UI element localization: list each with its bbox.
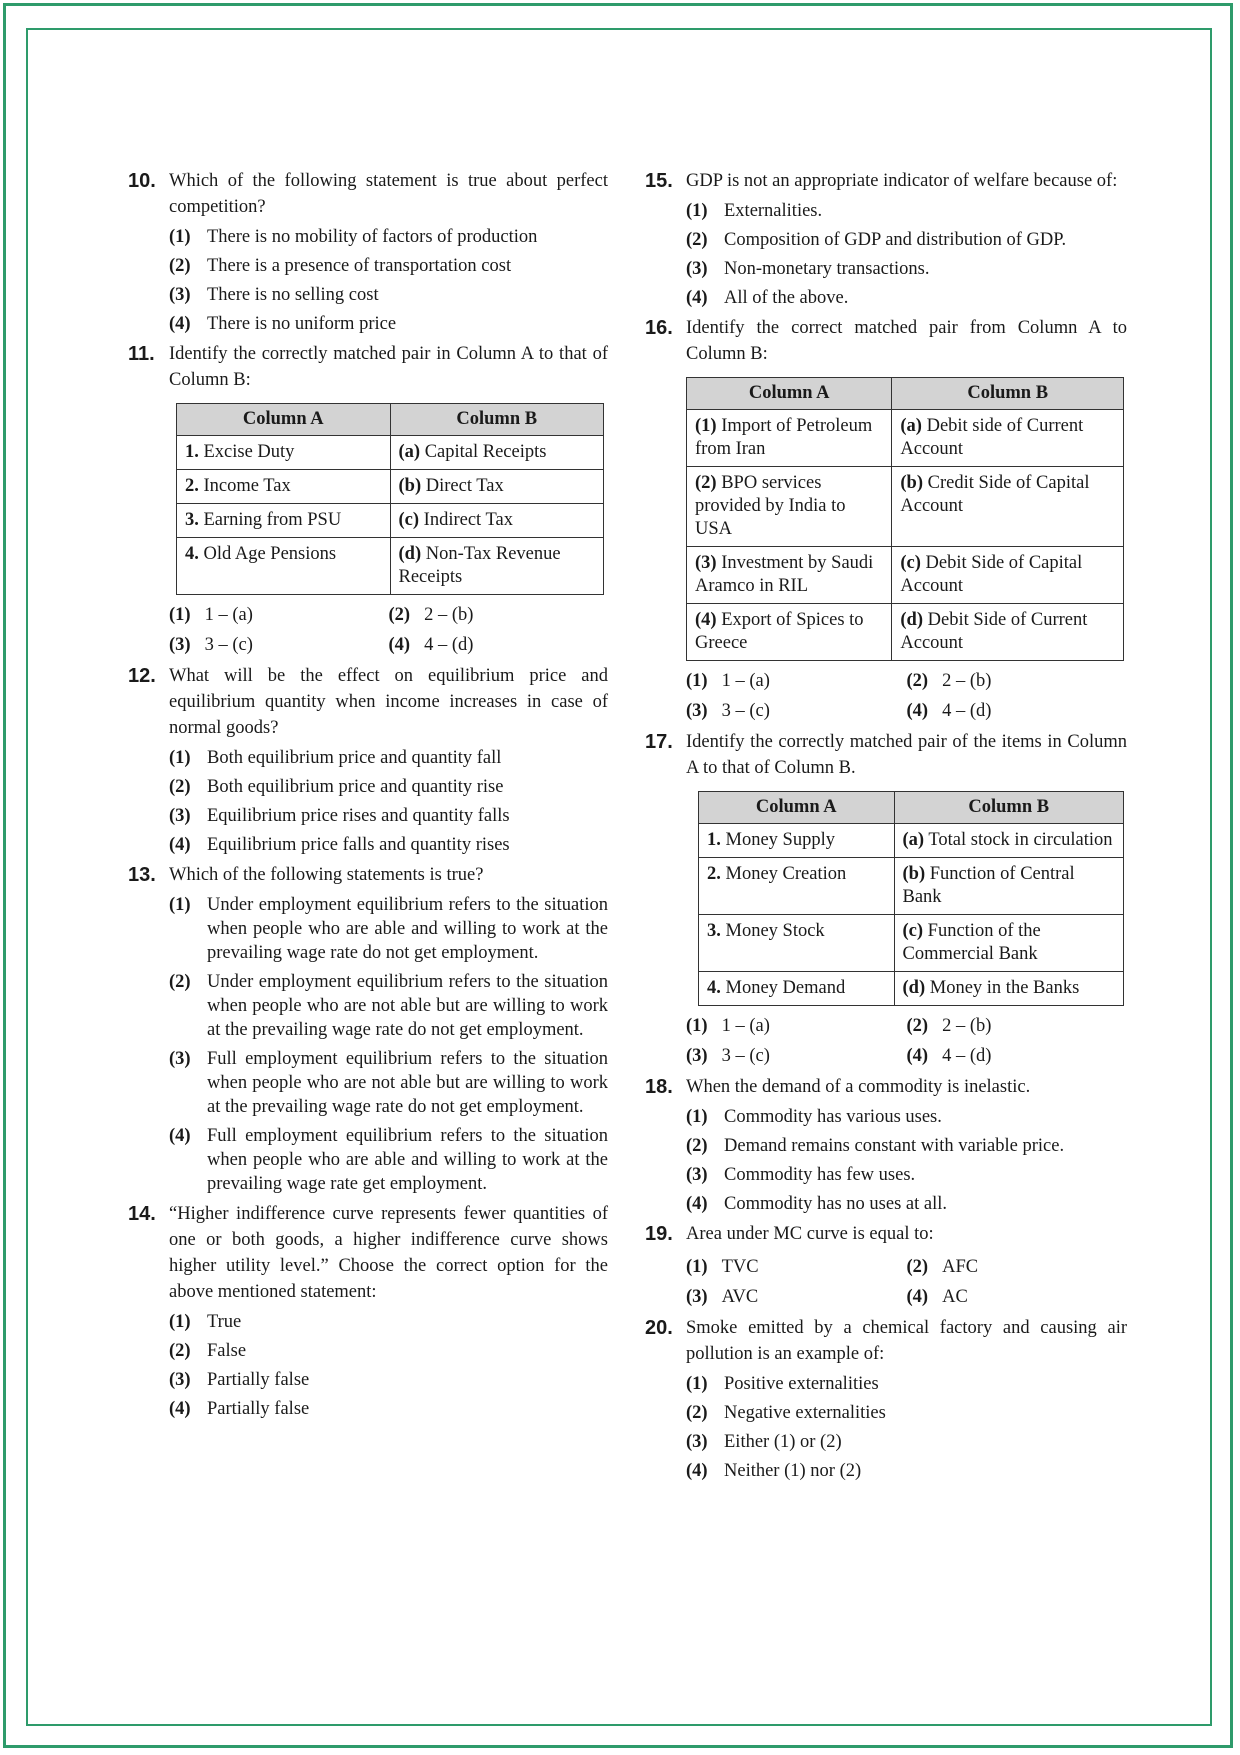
column-a-header: Column A xyxy=(177,404,391,436)
table-row: 4. Old Age Pensions (d) Non-Tax Revenue Receipts xyxy=(177,538,604,595)
question-text: When the demand of a commodity is inelastic. xyxy=(686,1077,1031,1097)
answer-option: (4) 4 – (d) xyxy=(906,701,992,721)
option xyxy=(169,283,608,307)
question-text: Identify the correctly matched pair of the items in Column A to that of Column B. xyxy=(686,732,1127,778)
answer-option: (1) 1 – (a) xyxy=(686,1016,770,1036)
question-19 xyxy=(645,1221,1127,1247)
option: (3) Commodity has few uses. xyxy=(686,1165,916,1185)
question-17 xyxy=(645,729,1127,781)
answer-option: (3) 3 – (c) xyxy=(686,701,770,721)
option-text: There is no mobility of factors of production xyxy=(207,227,538,247)
option-number: (3) xyxy=(169,285,191,305)
option: (2) Composition of GDP and distribution of GDP. xyxy=(686,230,1067,250)
option: (1) Both equilibrium price and quantity fall xyxy=(169,748,502,768)
option: (2) Under employment equilibrium refers to the situation when people who are not able but are willing to work at the prevailing wage rate do not get employment. xyxy=(169,972,608,1040)
column-b-header: Column B xyxy=(390,404,604,436)
question-number: 13. xyxy=(128,864,156,886)
option: (3) Full employment equilibrium refers to the situation when people who are not able but are willing to work at the prevailing wage rate do not get employment. xyxy=(169,1049,608,1117)
answer-option: (4) AC xyxy=(906,1287,968,1307)
question-13 xyxy=(128,862,608,888)
question-text: Identify the correctly matched pair in Column A to that of Column B: xyxy=(169,344,608,390)
option: (4) Full employment equilibrium refers to the situation when people who are able and willing to work at the prevailing wage rate get employment. xyxy=(169,1126,608,1194)
option: (3) Partially false xyxy=(169,1370,310,1390)
option: (4) Equilibrium price falls and quantity rises xyxy=(169,835,510,855)
answer-option: (2) 2 – (b) xyxy=(906,1016,992,1036)
table-row: (3) Investment by Saudi Aramco in RIL (c) Debit Side of Capital Account xyxy=(687,547,1124,604)
answer-option: (2) AFC xyxy=(906,1257,979,1277)
option: (1) Under employment equilibrium refers to the situation when people who are able and willing to work at the prevailing wage rate do not get employment. xyxy=(169,895,608,963)
question-number: 19. xyxy=(645,1223,673,1245)
option-number: (1) xyxy=(169,227,191,247)
answer-option: (1) 1 – (a) xyxy=(686,671,770,691)
question-14 xyxy=(128,1201,608,1305)
option: (4) Neither (1) nor (2) xyxy=(686,1461,862,1481)
answer-option: (4) 4 – (d) xyxy=(906,1046,992,1066)
column-b-header: Column B xyxy=(894,792,1124,824)
option: (4) All of the above. xyxy=(686,288,849,308)
option-text: There is no uniform price xyxy=(207,314,397,334)
table-row: 3. Earning from PSU (c) Indirect Tax xyxy=(177,504,604,538)
option-text: There is no selling cost xyxy=(207,285,379,305)
answer-option: (1) TVC xyxy=(686,1257,759,1277)
option: (4) Commodity has no uses at all. xyxy=(686,1194,948,1214)
option xyxy=(169,225,608,249)
option: (1) True xyxy=(169,1312,242,1332)
question-number: 11. xyxy=(128,343,155,365)
option-number: (2) xyxy=(169,256,191,276)
question-text: “Higher indifference curve represents fewer quantities of one or both goods, a higher indifference curve shows higher utility level.” Choose the correct option for the above mentioned statement: xyxy=(169,1204,608,1302)
question-12 xyxy=(128,663,608,741)
table-row: 1. Excise Duty (a) Capital Receipts xyxy=(177,436,604,470)
option xyxy=(169,254,608,278)
table-row: 2. Income Tax (b) Direct Tax xyxy=(177,470,604,504)
question-number: 17. xyxy=(645,731,673,753)
question-text: GDP is not an appropriate indicator of welfare because of: xyxy=(686,171,1118,191)
answer-option: (2) 2 – (b) xyxy=(388,605,474,625)
answer-options-q19 xyxy=(686,1255,1127,1309)
question-text: Smoke emitted by a chemical factory and causing air pollution is an example of: xyxy=(686,1318,1127,1364)
table-row: (1) Import of Petroleum from Iran (a) Debit side of Current Account xyxy=(687,410,1124,467)
option-text: There is a presence of transportation cost xyxy=(207,256,512,276)
option: (3) Non-monetary transactions. xyxy=(686,259,930,279)
answer-option: (3) 3 – (c) xyxy=(686,1046,770,1066)
question-number: 16. xyxy=(645,317,673,339)
column-b-header: Column B xyxy=(892,378,1124,410)
question-number: 18. xyxy=(645,1076,673,1098)
match-table-q11 xyxy=(176,403,604,595)
question-number: 12. xyxy=(128,665,156,687)
option: (1) Positive externalities xyxy=(686,1374,879,1394)
question-10 xyxy=(128,168,608,220)
table-row: 4. Money Demand (d) Money in the Banks xyxy=(699,972,1124,1006)
option: (3) Either (1) or (2) xyxy=(686,1432,842,1452)
option: (3) Equilibrium price rises and quantity falls xyxy=(169,806,510,826)
option-number: (4) xyxy=(169,314,191,334)
table-row: 2. Money Creation (b) Function of Central Bank xyxy=(699,858,1124,915)
table-row: 3. Money Stock (c) Function of the Commercial Bank xyxy=(699,915,1124,972)
option: (1) Commodity has various uses. xyxy=(686,1107,942,1127)
question-number: 15. xyxy=(645,170,673,192)
answer-option: (1) 1 – (a) xyxy=(169,605,253,625)
answer-options-q16 xyxy=(686,669,1127,723)
option: (2) Negative externalities xyxy=(686,1403,886,1423)
answer-options-q11 xyxy=(169,603,608,657)
question-number: 20. xyxy=(645,1317,673,1339)
left-column xyxy=(128,168,608,1426)
column-a-header: Column A xyxy=(687,378,892,410)
answer-option: (3) 3 – (c) xyxy=(169,635,253,655)
right-column xyxy=(645,168,1127,1488)
answer-option: (2) 2 – (b) xyxy=(906,671,992,691)
table-row: (2) BPO services provided by India to USA (b) Credit Side of Capital Account xyxy=(687,467,1124,547)
question-number: 14. xyxy=(128,1203,156,1225)
question-text: Area under MC curve is equal to: xyxy=(686,1224,934,1244)
question-15 xyxy=(645,168,1127,194)
answer-option: (4) 4 – (d) xyxy=(388,635,474,655)
answer-options-q17 xyxy=(686,1014,1127,1068)
option: (2) Demand remains constant with variable price. xyxy=(686,1136,1065,1156)
question-number: 10. xyxy=(128,170,156,192)
question-text: What will be the effect on equilibrium price and equilibrium quantity when income increases in case of normal goods? xyxy=(169,666,608,738)
option: (1) Externalities. xyxy=(686,201,823,221)
question-18 xyxy=(645,1074,1127,1100)
match-table-q16 xyxy=(686,377,1124,661)
table-row: (4) Export of Spices to Greece (d) Debit Side of Current Account xyxy=(687,604,1124,661)
option: (2) False xyxy=(169,1341,247,1361)
option: (2) Both equilibrium price and quantity rise xyxy=(169,777,504,797)
option: (4) Partially false xyxy=(169,1399,310,1419)
question-20 xyxy=(645,1315,1127,1367)
question-text: Which of the following statements is true? xyxy=(169,865,484,885)
question-11 xyxy=(128,341,608,393)
question-text: Identify the correct matched pair from Column A to Column B: xyxy=(686,318,1127,364)
table-row: 1. Money Supply (a) Total stock in circulation xyxy=(699,824,1124,858)
answer-option: (3) AVC xyxy=(686,1287,759,1307)
question-text: Which of the following statement is true about perfect competition? xyxy=(169,171,608,217)
column-a-header: Column A xyxy=(699,792,895,824)
option xyxy=(169,312,608,336)
match-table-q17 xyxy=(698,791,1124,1006)
question-16 xyxy=(645,315,1127,367)
